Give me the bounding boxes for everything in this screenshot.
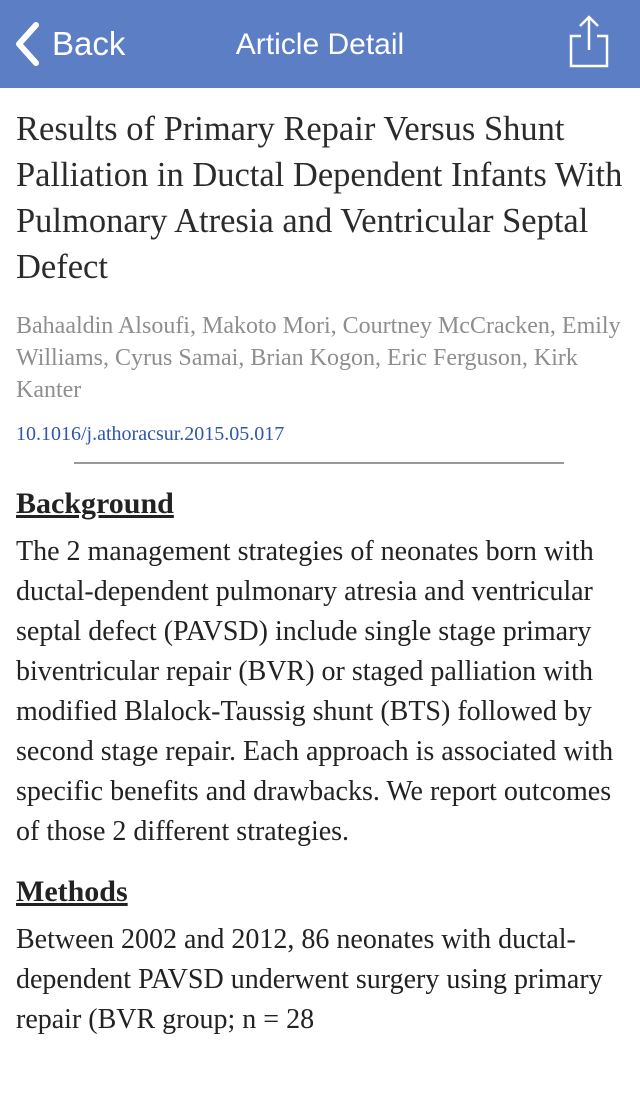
share-button[interactable] (566, 14, 612, 70)
section-body-background: The 2 management strategies of neonates born with ductal-dependent pulmonary atresia and ventricular septal defect (PAVSD) include single stage primary biventricular repair (BVR) or staged palliation with modified Blalock-Taussig shunt (BTS) followed by second stage repair. Each approach is associated with specific benefits and drawbacks. We report outcomes of those 2 different strategies. (16, 536, 614, 847)
article-authors: Bahaaldin Alsoufi, Makoto Mori, Courtney McCracken, Emily Williams, Cyrus Samai, Brian Kogon, Eric Ferguson, Kirk Kanter (16, 313, 621, 403)
chevron-left-icon (14, 22, 40, 66)
section-body-methods: Between 2002 and 2012, 86 neonates with ductal-dependent PAVSD underwent surgery using primary repair (BVR group; n = 28 (16, 924, 603, 1035)
share-icon (566, 14, 612, 70)
page-title: Article Detail (235, 28, 405, 61)
doi-link[interactable]: 10.1016/j.athoracsur.2015.05.017 (16, 423, 285, 445)
section-heading-background: Background (16, 487, 174, 520)
back-label: Back (52, 25, 126, 62)
divider (74, 462, 564, 464)
article-title: Results of Primary Repair Versus Shunt Palliation in Ductal Dependent Infants With Pulmonary Atresia and Ventricular Septal Defect (16, 110, 623, 286)
navigation-bar (0, 0, 640, 88)
back-button[interactable] (14, 20, 125, 68)
section-heading-methods: Methods (16, 875, 128, 908)
article-content[interactable] (16, 88, 626, 1040)
